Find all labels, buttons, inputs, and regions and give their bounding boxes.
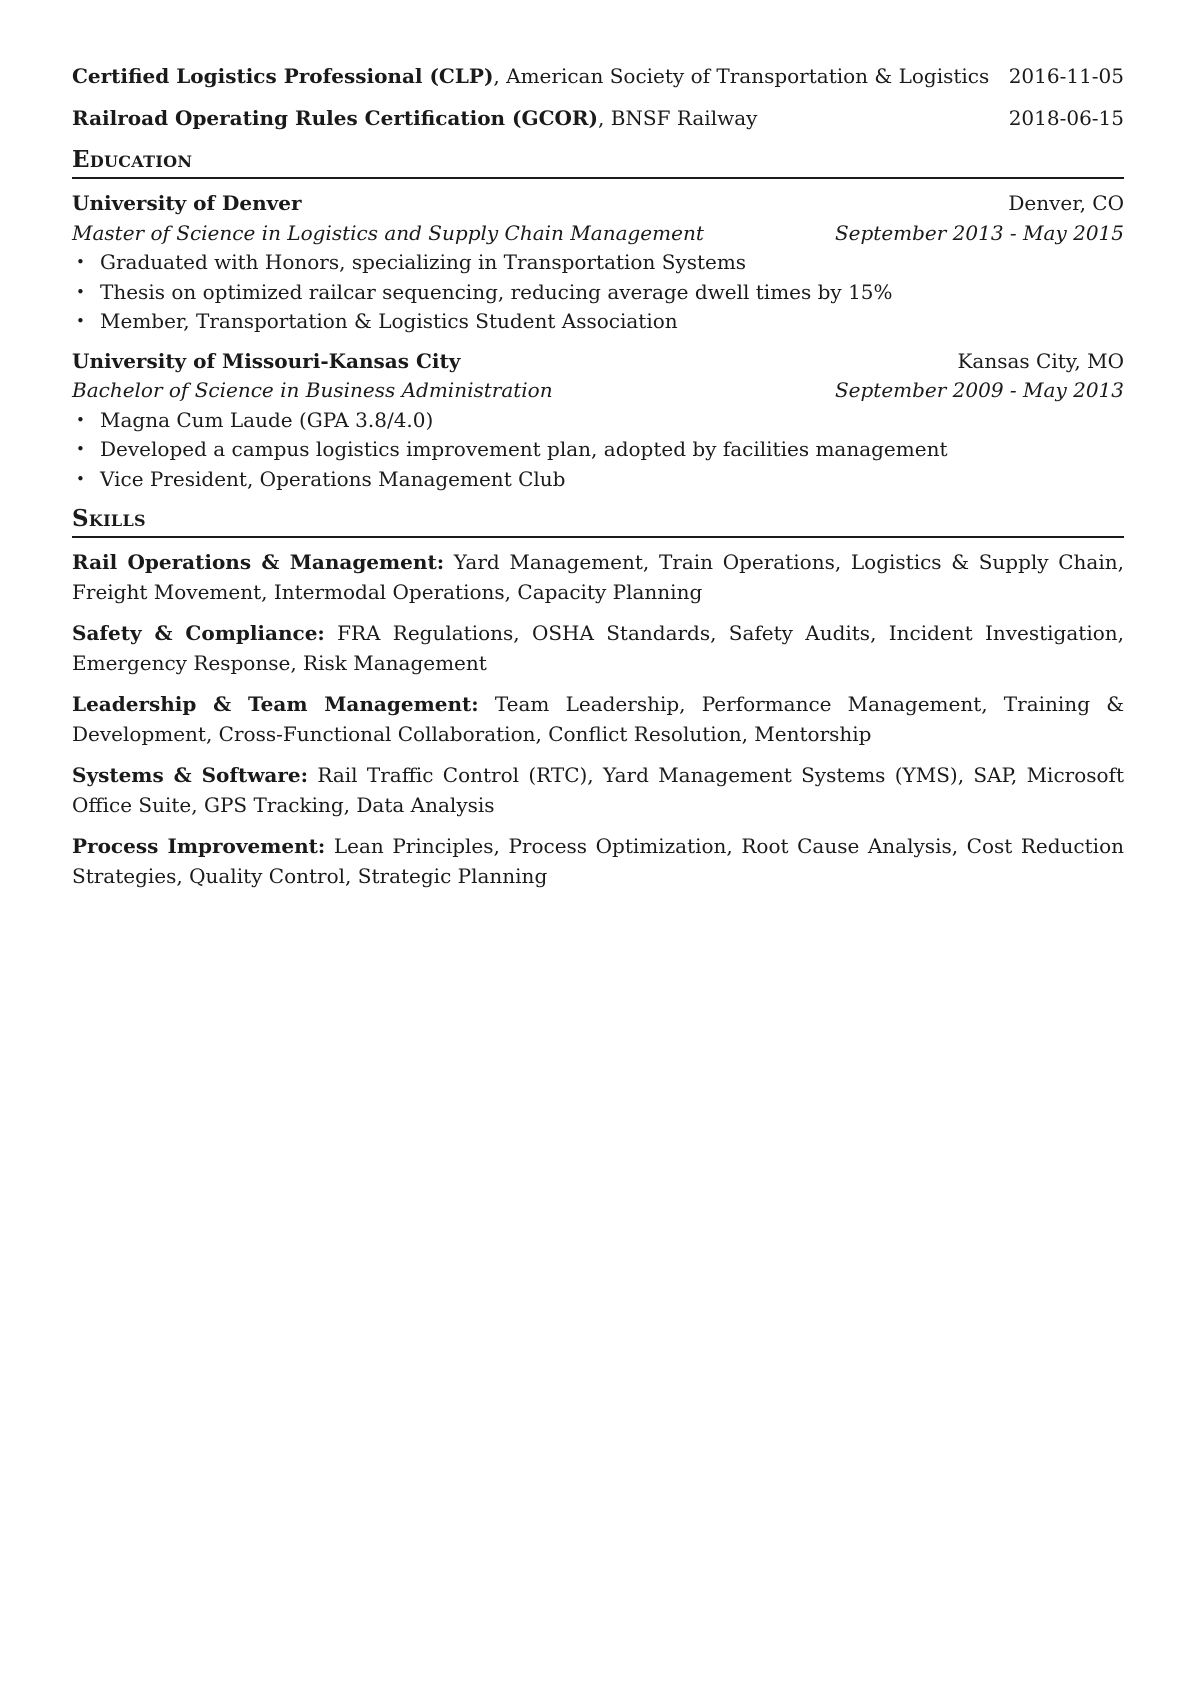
skill-label: Leadership & Team Management: [72,692,479,716]
list-item: • Magna Cum Laude (GPA 3.8/4.0) [100,406,1124,436]
education-bullets [72,248,1124,337]
certification-text [72,104,757,134]
certification-name: Railroad Operating Rules Certification (GCOR) [72,105,599,130]
certification-item [72,104,1124,134]
skill-text: Rail Traffic Control (RTC), Yard Management Systems (YMS), SAP, Microsoft Office Suite, GPS Tracking, Data Analysis [72,763,1124,817]
skill-label: Process Improvement: [72,834,326,858]
list-item: • Graduated with Honors, specializing in Transportation Systems [100,248,1124,278]
list-item: • Vice President, Operations Management Club [100,465,1124,495]
list-item: • Thesis on optimized railcar sequencing, reducing average dwell times by 15% [100,278,1124,308]
school-location: Kansas City, MO [957,348,1124,373]
degree-name: Master of Science in Logistics and Supply Chain Management [72,220,704,245]
certification-issuer: , BNSF Railway [598,105,758,130]
skill-item [72,690,1124,749]
certification-name: Certified Logistics Professional (CLP) [72,64,494,88]
skill-label: Safety & Compliance: [72,621,325,645]
skill-text: Yard Management, Train Operations, Logistics & Supply Chain, Freight Movement, Intermodal Operations, Capacity Planning [72,550,1124,604]
resume-page [72,62,1124,903]
education-entry [72,189,1124,337]
skill-text: Lean Principles, Process Optimization, Root Cause Analysis, Cost Reduction Strategies, Quality Control, Strategic Planning [72,834,1124,888]
school-location: Denver, CO [1008,191,1124,215]
education-entry [72,347,1124,495]
degree-dates: September 2013 - May 2015 [834,220,1124,245]
degree-name: Bachelor of Science in Business Administration [72,378,553,402]
skill-item [72,548,1124,607]
skills-heading: Skills [72,504,1124,538]
skill-text: FRA Regulations, OSHA Standards, Safety Audits, Incident Investigation, Emergency Response, Risk Management [72,621,1124,675]
skill-label: Systems & Software: [72,763,309,787]
skill-item [72,619,1124,678]
education-heading: Education [72,145,1124,179]
degree-dates: September 2009 - May 2013 [834,378,1124,402]
certification-text [72,62,989,92]
list-item: • Developed a campus logistics improvement plan, adopted by facilities management [100,435,1124,465]
skill-item [72,832,1124,891]
skill-label: Rail Operations & Management: [72,550,445,574]
list-item: • Member, Transportation & Logistics Student Association [100,307,1124,337]
certification-item [72,62,1124,92]
certification-date: 2016-11-05 [1008,64,1124,88]
school-name: University of Denver [72,191,302,215]
skill-text: Team Leadership, Performance Management, Training & Development, Cross-Functional Collaboration, Conflict Resolution, Mentorship [72,692,1124,746]
skill-item [72,761,1124,820]
education-bullets [72,406,1124,495]
certification-issuer: , American Society of Transportation & Logistics [493,64,990,88]
certification-date: 2018-06-15 [1008,105,1124,130]
school-name: University of Missouri-Kansas City [72,348,461,373]
